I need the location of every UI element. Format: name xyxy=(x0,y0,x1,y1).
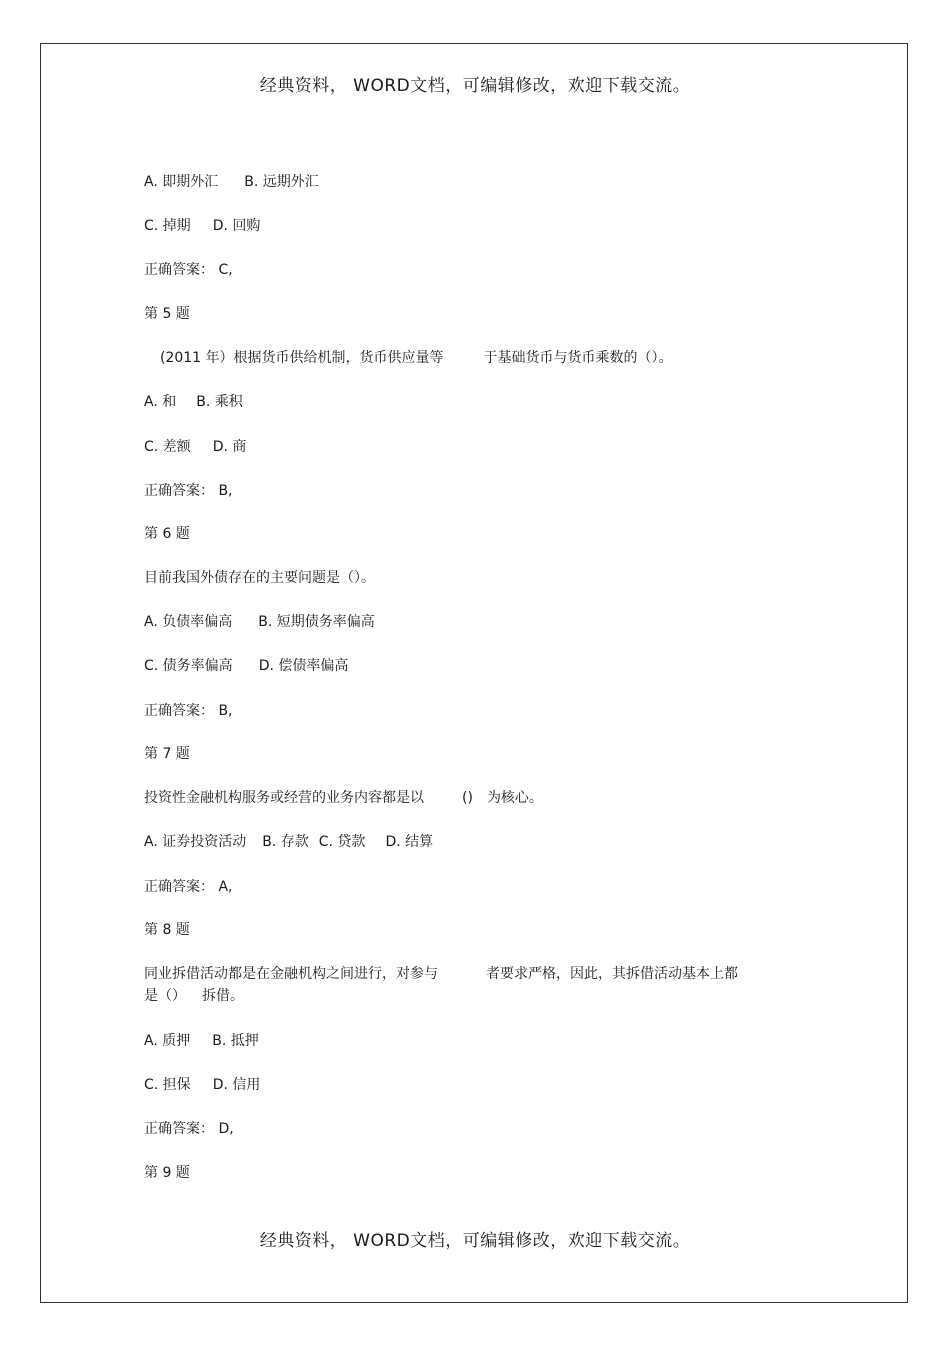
option-c: C. 差额 xyxy=(144,439,191,455)
option-b: B. 短期债务率偏高 xyxy=(258,614,375,630)
option-a: A. 证券投资活动 xyxy=(144,834,247,850)
question-stem-line xyxy=(144,985,244,1007)
options-row xyxy=(144,215,260,237)
option-d: D. 结算 xyxy=(385,834,434,850)
option-c: C. 债务率偏高 xyxy=(144,658,233,674)
question-stem-part: 投资性金融机构服务或经营的业务内容都是以 xyxy=(144,790,424,806)
option-a: A. 质押 xyxy=(144,1033,191,1049)
option-b: B. 抵押 xyxy=(212,1033,259,1049)
question-number: 第 9 题 xyxy=(144,1165,190,1181)
question-stem-part: 是（） xyxy=(144,988,186,1004)
option-d: D. 信用 xyxy=(212,1077,261,1093)
question-stem-part: 拆借。 xyxy=(202,988,244,1004)
options-row xyxy=(144,1074,260,1096)
question-number: 第 6 题 xyxy=(144,526,190,542)
option-b: B. 乘积 xyxy=(196,394,243,410)
footer-banner: 经典资料， WORD文档，可编辑修改，欢迎下载交流。 xyxy=(259,1231,691,1251)
question-stem-line xyxy=(144,963,738,985)
question-stem-part: 于基础货币与货币乘数的（）。 xyxy=(483,350,673,366)
question-stem xyxy=(144,787,543,809)
options-row xyxy=(144,391,243,413)
correct-answer: 正确答案： B, xyxy=(144,703,233,719)
question-stem-part: 同业拆借活动都是在金融机构之间进行，对参与 xyxy=(144,966,438,982)
question-stem xyxy=(160,347,673,369)
options-row xyxy=(144,436,246,458)
option-c: C. 担保 xyxy=(144,1077,191,1093)
question-stem-part: (2011 年）根据货币供给机制，货币供应量等 xyxy=(160,350,444,366)
option-a: A. 即期外汇 xyxy=(144,174,219,190)
option-d: D. 商 xyxy=(212,439,247,455)
option-a: A. 负债率偏高 xyxy=(144,614,233,630)
option-d: D. 回购 xyxy=(212,218,261,234)
question-stem-part: () xyxy=(462,790,473,806)
option-c: C. 贷款 xyxy=(318,834,366,850)
question-stem-part: 者要求严格，因此，其拆借活动基本上都 xyxy=(486,966,738,982)
header-banner: 经典资料， WORD文档，可编辑修改，欢迎下载交流。 xyxy=(259,76,691,96)
option-d: D. 偿债率偏高 xyxy=(258,658,349,674)
options-row xyxy=(144,655,348,677)
question-number: 第 7 题 xyxy=(144,746,190,762)
question-stem: 目前我国外债存在的主要问题是（）。 xyxy=(144,570,375,586)
options-row xyxy=(144,831,433,853)
question-stem-part: 为核心。 xyxy=(486,790,543,806)
correct-answer: 正确答案： B, xyxy=(144,483,233,499)
correct-answer: 正确答案： C, xyxy=(144,262,233,278)
options-row xyxy=(144,171,319,193)
correct-answer: 正确答案： A, xyxy=(144,879,233,895)
options-row xyxy=(144,611,375,633)
option-b: B. 存款 xyxy=(262,834,309,850)
correct-answer: 正确答案： D, xyxy=(144,1121,234,1137)
options-row xyxy=(144,1030,259,1052)
option-b: B. 远期外汇 xyxy=(244,174,319,190)
option-c: C. 掉期 xyxy=(144,218,191,234)
option-a: A. 和 xyxy=(144,394,177,410)
question-number: 第 5 题 xyxy=(144,306,190,322)
question-number: 第 8 题 xyxy=(144,922,190,938)
